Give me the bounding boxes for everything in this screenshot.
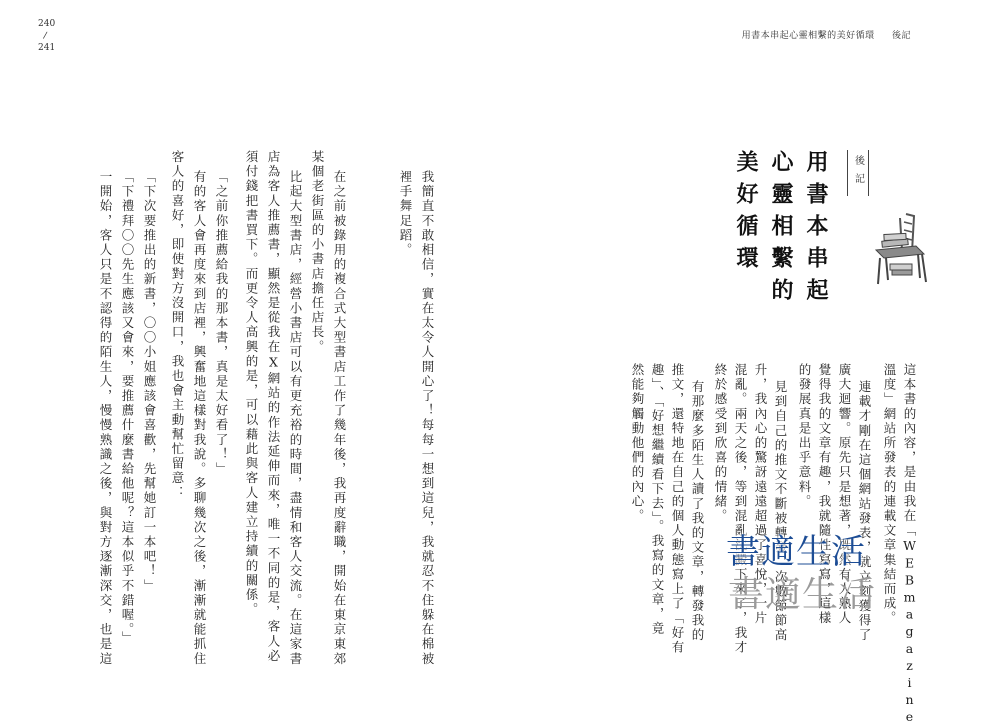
right-body-line-8: 升，我內心的驚訝遠遠超過了喜悅，一片 [753, 363, 768, 626]
right-body-line-6: 的發展真是出乎意料。 [797, 363, 812, 509]
watermark-primary: 書適生活 [726, 532, 866, 572]
left-body-line-9: 「之前你推薦給我的那本書，真是太好看了！」 [214, 170, 229, 477]
left-body-line-11: 客人的喜好，即使對方沒開口，我也會主動幫忙留意： [170, 150, 185, 501]
right-body-line-9: 混亂。兩天之後，等到混亂沈澱下來了，我才 [733, 363, 748, 655]
right-body-line-10: 終於感受到欣喜的情緒。 [713, 363, 728, 524]
chapter-title-line-3: 美好循環 [733, 150, 758, 278]
left-body-line-13: 「下禮拜〇〇先生應該又會來，要推薦什麼書給他呢？這本似乎不錯喔。」 [120, 170, 135, 646]
left-body-line-5: 某個老街區的小書店擔任店長。 [310, 150, 325, 355]
running-header-section: 後記 [891, 31, 911, 41]
left-body-line-2: 裡手舞足蹈。 [398, 170, 413, 258]
watermark-secondary: 書適生活 [728, 574, 877, 615]
left-body-line-14: 一開始，客人只是不認得的陌生人，慢慢熟識之後，與對方逐漸深交，也是這 [98, 170, 113, 667]
left-body-line-6: 比起大型書店，經營小書店可以有更充裕的時間，盡情和客人交流。在這家書 [288, 170, 303, 667]
right-body-line-12: 推文，還特地在自己的個人動態寫上了「好有 [670, 363, 685, 655]
right-body-line-4: 廣大迴響。原先只是想著，既然有人熟人 [837, 363, 852, 626]
chapter-title-line-2: 心靈相繫的 [768, 150, 793, 310]
left-body-line-10: 有的客人會再度來到店裡，興奮地這樣對我說。多聊幾次之後，漸漸就能抓住 [192, 170, 207, 667]
running-header [742, 28, 911, 41]
right-body-line-11: 有那麼多陌生人讀了我的文章，轉發我的 [690, 380, 705, 643]
right-body-line-3: 連載才剛在這個網站發表，就立刻獲得了 [857, 380, 872, 643]
chair-with-books-icon [866, 210, 932, 286]
page-number-right: 241 [38, 43, 56, 53]
chapter-label-text: 後記 [852, 155, 864, 191]
right-body-line-2: 溫度」網站所發表的連載文章集結而成。 [882, 363, 897, 626]
left-body-line-4: 在之前被錄用的複合式大型書店工作了幾年後，我再度辭職，開始在東京東郊 [332, 170, 347, 667]
left-body-line-8: 須付錢把書買下。而更令人高興的是，可以藉此與客人建立持續的關係。 [244, 150, 259, 618]
chapter-label [847, 150, 869, 196]
left-body-line-1: 我簡直不敢相信，實在太令人開心了！每每一想到這兒，我就忍不住躲在棉被 [420, 170, 435, 667]
right-body-line-14: 然能夠觸動他們的內心。 [630, 363, 645, 524]
left-body-line-7: 店為客人推薦書，顯然是從我在X網站的作法延伸而來，唯一不同的是，客人必 [266, 150, 281, 664]
right-body-line-5: 覺得我的文章有趣，我就隨性寫寫，這樣 [817, 363, 832, 626]
chapter-title-line-1: 用書本串起 [803, 150, 828, 310]
running-header-title: 用書本串起心靈相繫的美好循環 [741, 31, 875, 41]
page-number-separator: / [42, 30, 48, 42]
left-body-line-12: 「下次要推出的新書，〇〇小姐應該會喜歡，先幫她訂一本吧！」 [142, 170, 157, 594]
page-number [38, 18, 56, 54]
right-body-line-13: 趣」、「好想繼續看下去」。我寫的文章，竟 [650, 363, 665, 637]
right-body-line-1: 這本書的內容，是由我在「WEBmagazine [902, 363, 917, 726]
page-number-left: 240 [38, 19, 56, 29]
right-body-line-7: 見到自己的推文不斷被轉發，次數節節高 [773, 380, 788, 643]
